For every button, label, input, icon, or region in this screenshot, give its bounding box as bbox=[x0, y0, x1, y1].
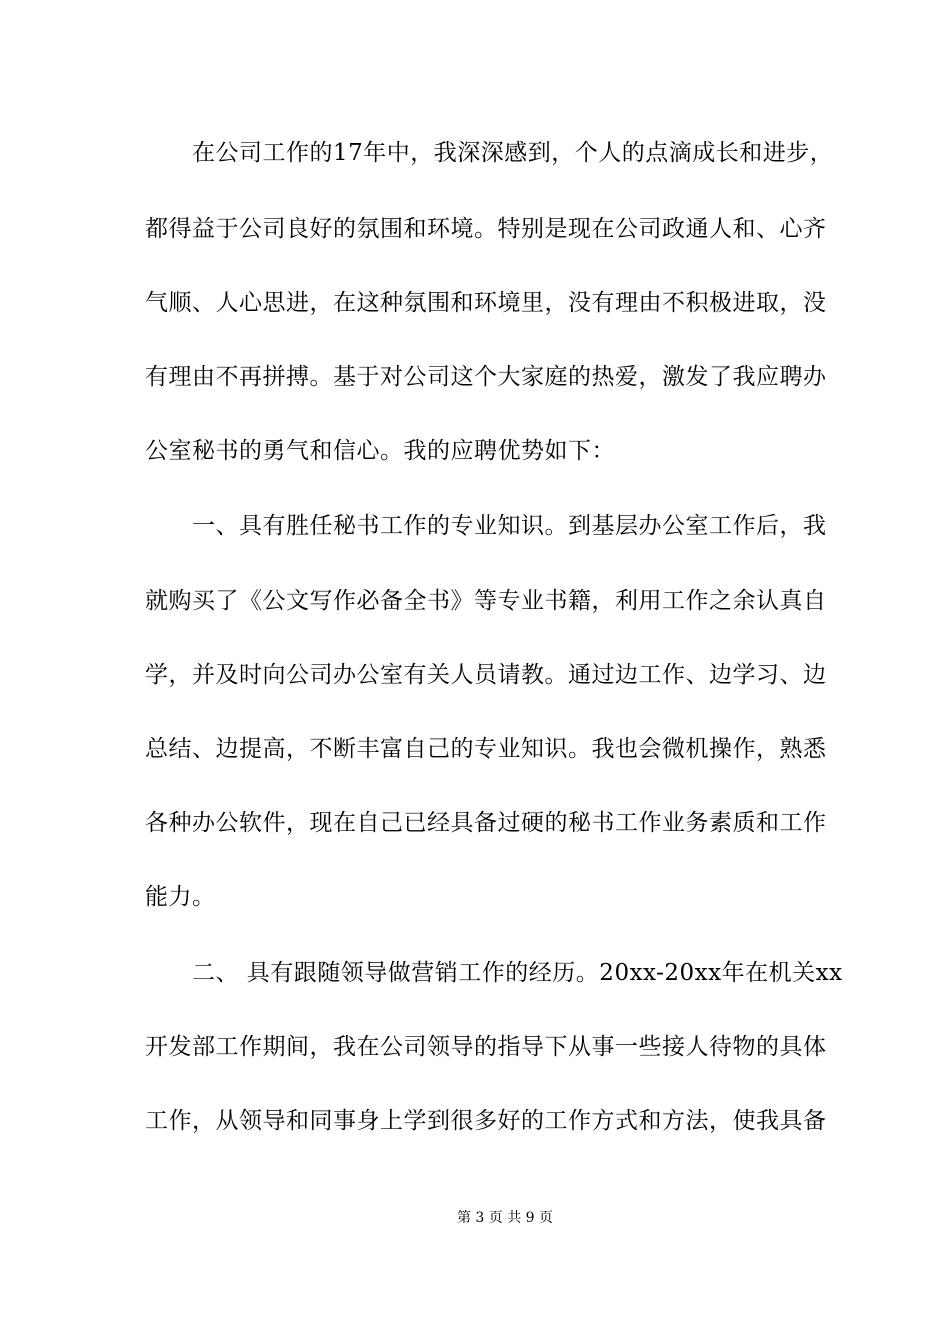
text-line-10: 各种办公软件，现在自己已经具备过硬的秘书工作业务素质和工作 bbox=[145, 810, 827, 836]
text-line-5: 公室秘书的勇气和信心。我的应聘优势如下： bbox=[145, 438, 615, 464]
page-number-footer: 第 3 页 共 9 页 bbox=[456, 1210, 554, 1226]
text-line-6: 一、具有胜任秘书工作的专业知识。到基层办公室工作后，我 bbox=[145, 513, 827, 539]
text-line-2: 都得益于公司良好的氛围和环境。特别是现在公司政通人和、心齐 bbox=[145, 216, 827, 242]
text-line-11: 能力。 bbox=[145, 884, 216, 910]
text-line-3: 气顺、人心思进，在这种氛围和环境里，没有理由不积极进取，没 bbox=[145, 290, 827, 316]
text-line-8: 学，并及时向公司办公室有关人员请教。通过边工作、边学习、边 bbox=[145, 662, 827, 688]
text-line-4: 有理由不再拼搏。基于对公司这个大家庭的热爱，激发了我应聘办 bbox=[145, 364, 827, 390]
text-line-12: 二、 具有跟随领导做营销工作的经历。20xx-20xx年在机关xx bbox=[145, 960, 843, 986]
text-line-14: 工作，从领导和同事身上学到很多好的工作方式和方法，使我具备 bbox=[145, 1108, 827, 1134]
text-line-9: 总结、边提高，不断丰富自己的专业知识。我也会微机操作，熟悉 bbox=[145, 736, 827, 762]
text-line-1: 在公司工作的17年中，我深深感到，个人的点滴成长和进步， bbox=[145, 140, 834, 166]
text-line-13: 开发部工作期间，我在公司领导的指导下从事一些接人待物的具体 bbox=[145, 1034, 827, 1060]
text-line-7: 就购买了《公文写作必备全书》等专业书籍，利用工作之余认真自 bbox=[145, 588, 827, 614]
